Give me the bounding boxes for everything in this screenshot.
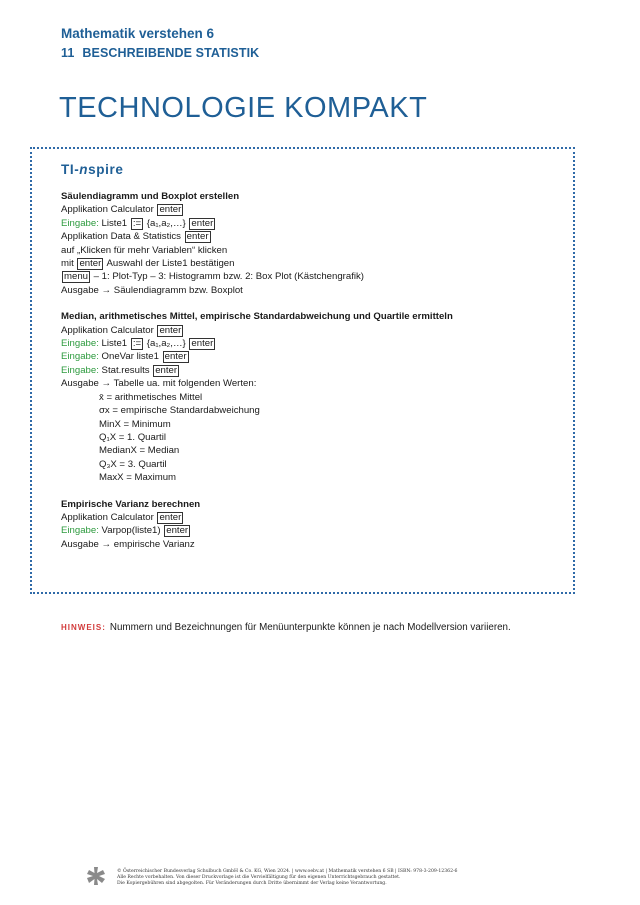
footer-line: © Österreichischer Bundesverlag Schulbuch GmbH & Co. KG, Wien 2024. | www.oebv.at | Mathematik verstehen 6 SB | ISBN: 978-3-209-12362-6 [117, 869, 458, 874]
line-text: Applikation Calculator [61, 204, 154, 216]
enter-key: enter [159, 511, 182, 523]
instruction-line [61, 257, 561, 270]
line-text: Auswahl der Liste1 bestätigen [106, 258, 235, 270]
section-title: Empirische Varianz berechnen [61, 498, 201, 510]
tool-prefix: TI- [61, 162, 80, 177]
instruction-line [61, 217, 561, 230]
tool-name [61, 162, 123, 177]
enter-key: enter [79, 258, 102, 270]
line-text: Applikation Calculator [61, 324, 154, 336]
line-text: Applikation Data & Statistics [61, 231, 181, 243]
chapter-number: 11 [61, 46, 75, 60]
hint-text: Nummern und Bezeichnungen für Menüunterpunkte können je nach Modellversion variieren. [109, 622, 511, 633]
enter-key: enter [159, 324, 182, 336]
input-label: Eingabe: [61, 217, 99, 229]
instruction-line: Ausgabe → Tabelle ua. mit folgenden Werten: [61, 378, 257, 390]
line-text: – 1: Plot-Typ – 3: Histogramm bzw. 2: Box Plot (Kästchengrafik) [93, 271, 365, 283]
instruction-line [61, 230, 561, 243]
instruction-line [61, 350, 561, 363]
enter-key: enter [164, 351, 187, 363]
line-text: Liste1 [101, 217, 128, 229]
enter-key: enter [155, 364, 178, 376]
line-text: OneVar liste1 [101, 351, 159, 363]
value-item: MaxX = Maximum [99, 472, 177, 484]
hint-note [61, 622, 511, 633]
section-title: Median, arithmetisches Mittel, empirische Standardabweichung und Quartile ermitteln [61, 311, 453, 323]
footer-line: Alle Rechte vorbehalten. Von dieser Druckvorlage ist die Vervielfältigung für den eigenen Unterrichtsgebrauch gestattet. [117, 875, 401, 880]
book-title: Mathematik verstehen 6 [61, 26, 215, 41]
assign-key: := [132, 217, 142, 229]
page-title: TECHNOLOGIE KOMPAKT [59, 92, 428, 124]
instruction-line [61, 337, 561, 350]
value-item: Q₃X = 3. Quartil [99, 458, 167, 470]
line-text: Stat.results [101, 364, 150, 376]
line-text: Liste1 [101, 338, 128, 350]
instruction-line [61, 203, 561, 216]
input-label: Eingabe: [61, 525, 99, 537]
instruction-line: Ausgabe → Säulendiagramm bzw. Boxplot [61, 284, 243, 296]
instructions [61, 190, 561, 551]
list-notation: {a₁,a₂,…} [146, 338, 186, 350]
instruction-line: auf „Klicken für mehr Variablen“ klicken [61, 244, 228, 256]
instruction-line [61, 511, 561, 524]
instruction-line [61, 364, 561, 377]
input-label: Eingabe: [61, 338, 99, 350]
chapter-title: BESCHREIBENDE STATISTIK [82, 46, 260, 60]
instruction-line: Ausgabe → empirische Varianz [61, 538, 195, 550]
copyright-footer [117, 869, 477, 887]
tool-suffix: spire [88, 162, 124, 177]
input-label: Eingabe: [61, 364, 99, 376]
value-item: MinX = Minimum [99, 418, 171, 430]
line-text: mit [61, 258, 74, 270]
instruction-line [61, 270, 561, 283]
enter-key: enter [186, 231, 209, 243]
list-notation: {a₁,a₂,…} [146, 217, 186, 229]
instruction-line [61, 524, 561, 537]
chapter-heading [61, 46, 259, 60]
enter-key: enter [191, 338, 214, 350]
menu-key: menu [64, 271, 88, 283]
copy-permission-icon [86, 866, 106, 886]
value-item: Q₁X = 1. Quartil [99, 431, 166, 443]
enter-key: enter [166, 525, 189, 537]
value-item: σx = empirische Standardabweichung [99, 405, 260, 417]
tool-n: n [79, 162, 89, 177]
value-item: MedianX = Median [99, 445, 180, 457]
section-title: Säulendiagramm und Boxplot erstellen [61, 191, 240, 202]
hint-label: HINWEIS: [61, 623, 106, 632]
enter-key: enter [191, 217, 214, 229]
input-label: Eingabe: [61, 351, 99, 363]
assign-key: := [132, 338, 142, 350]
line-text: Applikation Calculator [61, 511, 154, 523]
enter-key: enter [159, 204, 182, 216]
footer-line: Die Kopiergebühren sind abgegolten. Für Veränderungen durch Dritte übernimmt der Verlag keine Verantwortung. [117, 881, 387, 886]
value-item: x̄ = arithmetisches Mittel [99, 391, 203, 403]
instruction-line [61, 324, 561, 337]
page-header [61, 26, 259, 60]
line-text: Varpop(liste1) [101, 525, 161, 537]
